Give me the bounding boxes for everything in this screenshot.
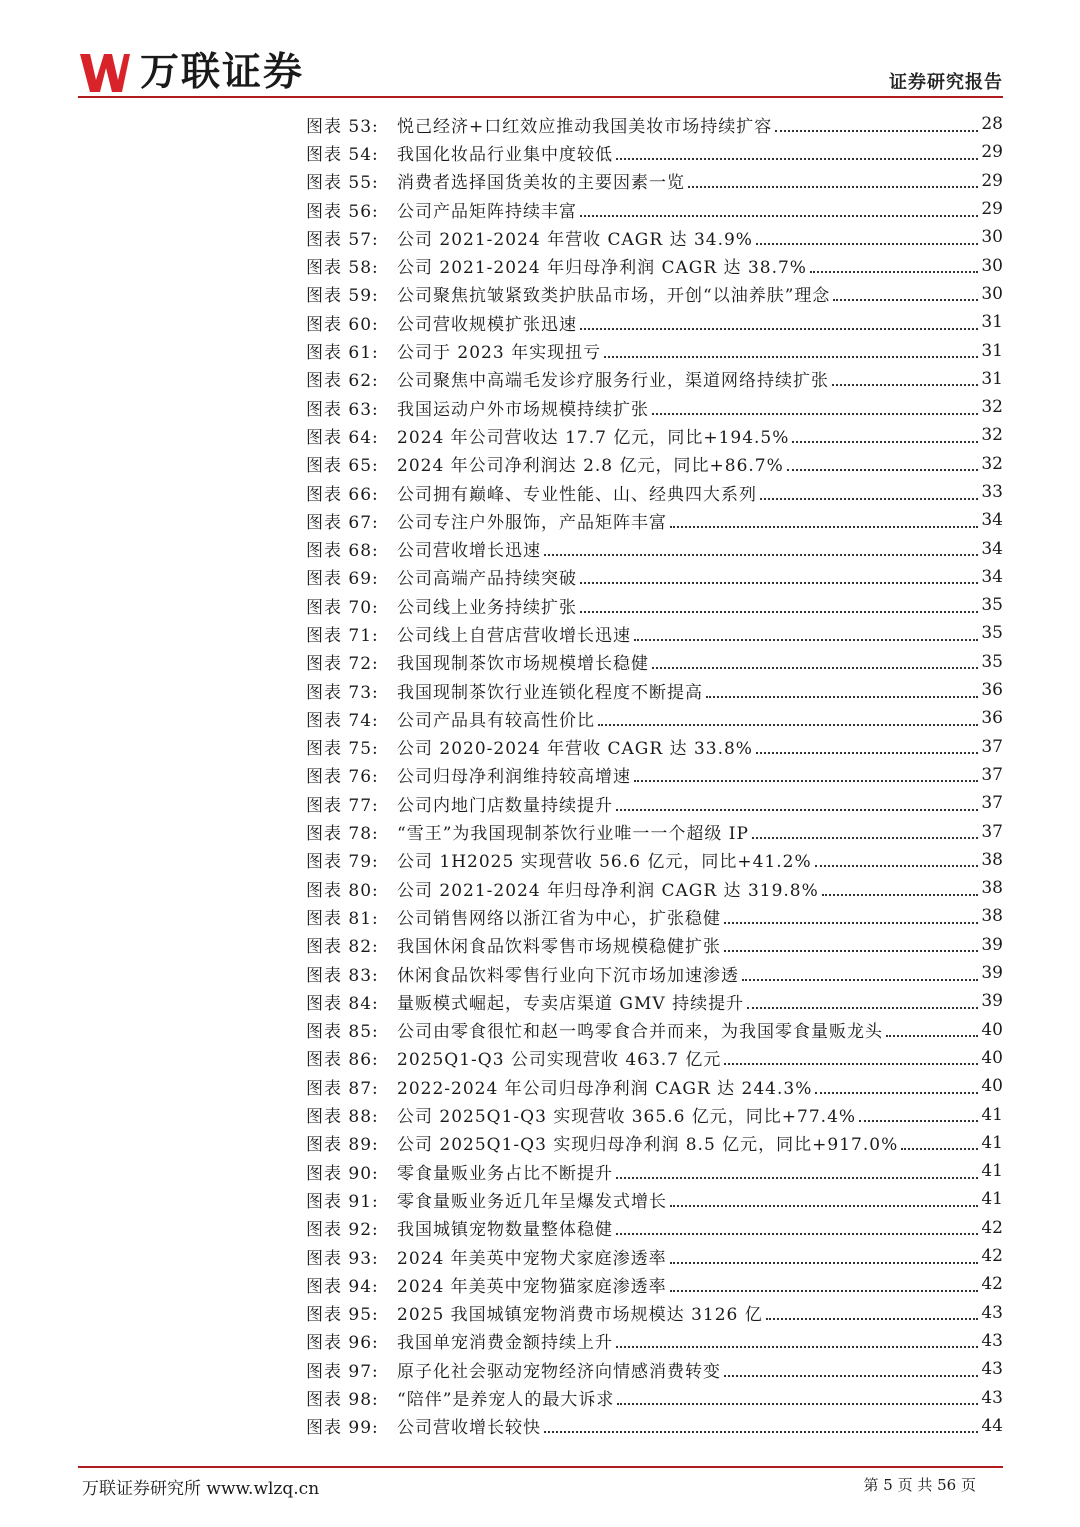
toc-figure-title: 公司拥有巅峰、专业性能、山、经典四大系列 bbox=[397, 484, 757, 505]
toc-figure-number: 图表 68: bbox=[306, 541, 379, 562]
toc-figure-title: 公司专注户外服饰，产品矩阵丰富 bbox=[397, 512, 667, 533]
toc-dot-leader bbox=[580, 327, 978, 330]
page-number: 第 5 页 共 56 页 bbox=[863, 1476, 976, 1494]
toc-figure-title: 我国城镇宠物数量整体稳健 bbox=[397, 1220, 613, 1241]
toc-figure-title: 我国单宠消费金额持续上升 bbox=[397, 1333, 613, 1354]
toc-dot-leader bbox=[670, 1261, 978, 1264]
toc-figure-number: 图表 58: bbox=[306, 258, 379, 279]
toc-figure-number: 图表 65: bbox=[306, 456, 379, 477]
toc-dot-leader bbox=[616, 808, 978, 811]
toc-figure-title: 公司归母净利润维持较高增速 bbox=[397, 767, 631, 788]
toc-figure-title: 量贩模式崛起，专卖店渠道 GMV 持续提升 bbox=[397, 993, 745, 1014]
page-header bbox=[78, 50, 1003, 96]
toc-dot-leader bbox=[617, 1402, 978, 1405]
toc-figure-number: 图表 79: bbox=[306, 852, 379, 873]
toc-page-number: 44 bbox=[981, 1415, 1003, 1436]
toc-figure-number: 图表 88: bbox=[306, 1107, 379, 1128]
toc-entry[interactable] bbox=[306, 336, 1003, 364]
footer-source: 万联证券研究所 www.wlzq.cn bbox=[82, 1479, 320, 1499]
toc-entry[interactable] bbox=[306, 987, 1003, 1015]
toc-entry[interactable] bbox=[306, 365, 1003, 393]
toc-dot-leader bbox=[634, 638, 978, 641]
toc-entry[interactable] bbox=[306, 280, 1003, 308]
toc-figure-number: 图表 72: bbox=[306, 654, 379, 675]
toc-entry[interactable] bbox=[306, 195, 1003, 223]
toc-entry[interactable] bbox=[306, 1327, 1003, 1355]
toc-figure-title: 2024 年美英中宠物犬家庭渗透率 bbox=[397, 1248, 667, 1269]
toc-page-number: 38 bbox=[981, 849, 1003, 870]
toc-page-number: 30 bbox=[981, 227, 1003, 248]
toc-figure-number: 图表 63: bbox=[306, 399, 379, 420]
toc-dot-leader bbox=[724, 949, 978, 952]
toc-dot-leader bbox=[616, 1176, 978, 1179]
toc-entry[interactable] bbox=[306, 1100, 1003, 1128]
toc-entry[interactable] bbox=[306, 1185, 1003, 1213]
toc-page-number: 32 bbox=[981, 453, 1003, 474]
toc-figure-number: 图表 55: bbox=[306, 173, 379, 194]
toc-figure-number: 图表 97: bbox=[306, 1361, 379, 1382]
toc-figure-title: 公司 2021-2024 年营收 CAGR 达 34.9% bbox=[397, 229, 753, 250]
toc-figure-title: 公司 1H2025 实现营收 56.6 亿元，同比+41.2% bbox=[397, 852, 812, 873]
brand-name: 万联证券 bbox=[140, 50, 305, 95]
toc-figure-title: 公司 2021-2024 年归母净利润 CAGR 达 38.7% bbox=[397, 258, 807, 279]
toc-dot-leader bbox=[616, 157, 978, 160]
toc-dot-leader bbox=[598, 723, 978, 726]
toc-page-number: 30 bbox=[981, 255, 1003, 276]
toc-page-number: 41 bbox=[981, 1161, 1003, 1182]
toc-entry[interactable] bbox=[306, 1298, 1003, 1326]
toc-figure-title: 我国运动户外市场规模持续扩张 bbox=[397, 399, 649, 420]
toc-page-number: 34 bbox=[981, 566, 1003, 587]
toc-figure-number: 图表 80: bbox=[306, 880, 379, 901]
toc-entry[interactable] bbox=[306, 817, 1003, 845]
toc-figure-number: 图表 93: bbox=[306, 1248, 379, 1269]
toc-entry[interactable] bbox=[306, 1044, 1003, 1072]
toc-figure-number: 图表 96: bbox=[306, 1333, 379, 1354]
toc-figure-title: 零食量贩业务占比不断提升 bbox=[397, 1163, 613, 1184]
toc-figure-number: 图表 70: bbox=[306, 597, 379, 618]
toc-entry[interactable] bbox=[306, 1270, 1003, 1298]
toc-page-number: 37 bbox=[981, 821, 1003, 842]
toc-dot-leader bbox=[580, 610, 978, 613]
toc-entry[interactable] bbox=[306, 676, 1003, 704]
toc-page-number: 40 bbox=[981, 1019, 1003, 1040]
toc-entry[interactable] bbox=[306, 1214, 1003, 1242]
toc-figure-number: 图表 91: bbox=[306, 1191, 379, 1212]
toc-entry[interactable] bbox=[306, 393, 1003, 421]
toc-figure-number: 图表 71: bbox=[306, 625, 379, 646]
toc-figure-title: 公司聚焦中高端毛发诊疗服务行业，渠道网络持续扩张 bbox=[397, 371, 829, 392]
toc-dot-leader bbox=[756, 242, 978, 245]
toc-figure-number: 图表 57: bbox=[306, 229, 379, 250]
toc-entry[interactable] bbox=[306, 308, 1003, 336]
toc-figure-number: 图表 54: bbox=[306, 144, 379, 165]
toc-page-number: 30 bbox=[981, 283, 1003, 304]
report-type-label: 证券研究报告 bbox=[889, 72, 1003, 93]
toc-figure-title: 我国现制茶饮市场规模增长稳健 bbox=[397, 654, 649, 675]
toc-figure-number: 图表 61: bbox=[306, 343, 379, 364]
toc-dot-leader bbox=[580, 581, 978, 584]
toc-page-number: 39 bbox=[981, 934, 1003, 955]
toc-entry[interactable] bbox=[306, 1412, 1003, 1440]
toc-figure-number: 图表 98: bbox=[306, 1390, 379, 1410]
toc-dot-leader bbox=[652, 412, 978, 415]
toc-entry[interactable] bbox=[306, 591, 1003, 619]
toc-figure-title: 公司内地门店数量持续提升 bbox=[397, 795, 613, 816]
toc-figure-title: 公司聚焦抗皱紧致类护肤品市场，开创“以油养肤”理念 bbox=[397, 286, 831, 307]
toc-page-number: 37 bbox=[981, 764, 1003, 785]
toc-figure-title: 2024 年公司净利润达 2.8 亿元，同比+86.7% bbox=[397, 456, 784, 477]
toc-figure-number: 图表 60: bbox=[306, 314, 379, 335]
toc-figure-title: 2022-2024 年公司归母净利润 CAGR 达 244.3% bbox=[397, 1078, 813, 1099]
toc-figure-number: 图表 85: bbox=[306, 1022, 379, 1043]
toc-figure-number: 图表 92: bbox=[306, 1220, 379, 1241]
toc-page-number: 43 bbox=[981, 1387, 1003, 1408]
toc-dot-leader bbox=[652, 666, 978, 669]
toc-figure-title: 公司 2025Q1-Q3 实现营收 365.6 亿元，同比+77.4% bbox=[397, 1107, 857, 1128]
toc-figure-number: 图表 62: bbox=[306, 371, 379, 392]
toc-entry[interactable] bbox=[306, 450, 1003, 478]
toc-dot-leader bbox=[670, 1204, 978, 1207]
toc-dot-leader bbox=[706, 695, 978, 698]
toc-page-number: 37 bbox=[981, 793, 1003, 814]
toc-entry[interactable] bbox=[306, 902, 1003, 930]
toc-page-number: 37 bbox=[981, 736, 1003, 757]
toc-dot-leader bbox=[775, 129, 978, 132]
toc-figure-title: 公司高端产品持续突破 bbox=[397, 569, 577, 590]
toc-entry[interactable] bbox=[306, 251, 1003, 279]
toc-page-number: 32 bbox=[981, 397, 1003, 418]
toc-figure-title: 2025 我国城镇宠物消费市场规模达 3126 亿 bbox=[397, 1305, 763, 1326]
toc-page-number: 34 bbox=[981, 510, 1003, 531]
toc-entry[interactable] bbox=[306, 959, 1003, 987]
toc-figure-number: 图表 87: bbox=[306, 1078, 379, 1099]
logo-w-icon bbox=[78, 52, 130, 94]
toc-figure-title: 公司销售网络以浙江省为中心，扩张稳健 bbox=[397, 908, 721, 929]
toc-page-number: 42 bbox=[981, 1217, 1003, 1238]
toc-dot-leader bbox=[901, 1147, 978, 1150]
toc-page-number: 41 bbox=[981, 1132, 1003, 1153]
toc-entry[interactable] bbox=[306, 931, 1003, 959]
toc-dot-leader bbox=[724, 1374, 978, 1377]
toc-page-number: 31 bbox=[981, 312, 1003, 333]
toc-dot-leader bbox=[670, 1289, 978, 1292]
toc-dot-leader bbox=[724, 1062, 978, 1065]
toc-page-number: 39 bbox=[981, 991, 1003, 1012]
toc-entry[interactable] bbox=[306, 704, 1003, 732]
toc-figure-title: 我国现制茶饮行业连锁化程度不断提高 bbox=[397, 682, 703, 703]
toc-figure-title: 2024 年公司营收达 17.7 亿元，同比+194.5% bbox=[397, 427, 790, 448]
toc-figure-number: 图表 90: bbox=[306, 1163, 379, 1184]
toc-figure-number: 图表 56: bbox=[306, 201, 379, 222]
toc-figure-title: 公司于 2023 年实现扭亏 bbox=[397, 343, 602, 364]
toc-entry[interactable] bbox=[306, 1129, 1003, 1157]
toc-page-number: 29 bbox=[981, 199, 1003, 220]
footer-divider bbox=[78, 1466, 1003, 1468]
toc-figure-title: 我国化妆品行业集中度较低 bbox=[397, 144, 613, 165]
toc-page-number: 39 bbox=[981, 963, 1003, 984]
toc-entry[interactable] bbox=[306, 478, 1003, 506]
toc-dot-leader bbox=[792, 440, 978, 443]
toc-figure-title: 公司产品矩阵持续丰富 bbox=[397, 201, 577, 222]
figure-index-list bbox=[306, 110, 1003, 1440]
toc-entry[interactable] bbox=[306, 733, 1003, 761]
toc-dot-leader bbox=[616, 1345, 978, 1348]
company-logo bbox=[78, 50, 304, 96]
toc-figure-title: 公司营收增长较快 bbox=[397, 1418, 541, 1439]
toc-entry[interactable] bbox=[306, 648, 1003, 676]
toc-page-number: 43 bbox=[981, 1302, 1003, 1323]
toc-page-number: 31 bbox=[981, 368, 1003, 389]
toc-figure-title: 我国休闲食品饮料零售市场规模稳健扩张 bbox=[397, 937, 721, 958]
toc-figure-number: 图表 83: bbox=[306, 965, 379, 986]
toc-page-number: 29 bbox=[981, 142, 1003, 163]
toc-page-number: 31 bbox=[981, 340, 1003, 361]
toc-page-number: 36 bbox=[981, 680, 1003, 701]
toc-figure-number: 图表 81: bbox=[306, 908, 379, 929]
toc-figure-number: 图表 75: bbox=[306, 739, 379, 760]
toc-page-number: 35 bbox=[981, 651, 1003, 672]
toc-dot-leader bbox=[815, 1091, 978, 1094]
toc-dot-leader bbox=[580, 214, 978, 217]
toc-entry[interactable] bbox=[306, 167, 1003, 195]
toc-figure-title: 2024 年美英中宠物猫家庭渗透率 bbox=[397, 1276, 667, 1297]
toc-figure-title: 休闲食品饮料零售行业向下沉市场加速渗透 bbox=[397, 965, 739, 986]
toc-entry[interactable] bbox=[306, 846, 1003, 874]
toc-dot-leader bbox=[832, 383, 978, 386]
toc-page-number: 34 bbox=[981, 538, 1003, 559]
toc-figure-title: 公司营收规模扩张迅速 bbox=[397, 314, 577, 335]
toc-figure-title: 公司线上业务持续扩张 bbox=[397, 597, 577, 618]
toc-dot-leader bbox=[634, 779, 978, 782]
toc-figure-number: 图表 64: bbox=[306, 427, 379, 448]
toc-entry[interactable] bbox=[306, 223, 1003, 251]
toc-figure-number: 图表 69: bbox=[306, 569, 379, 590]
toc-figure-title: “陪伴”是养宠人的最大诉求 bbox=[397, 1390, 615, 1410]
toc-figure-number: 图表 78: bbox=[306, 824, 379, 845]
toc-page-number: 35 bbox=[981, 595, 1003, 616]
toc-entry[interactable] bbox=[306, 789, 1003, 817]
toc-page-number: 42 bbox=[981, 1246, 1003, 1267]
toc-figure-title: 公司 2021-2024 年归母净利润 CAGR 达 319.8% bbox=[397, 880, 819, 901]
toc-entry[interactable] bbox=[306, 1016, 1003, 1044]
toc-entry[interactable] bbox=[306, 1157, 1003, 1185]
toc-figure-number: 图表 53: bbox=[306, 116, 379, 137]
toc-entry[interactable] bbox=[306, 1355, 1003, 1383]
toc-figure-number: 图表 86: bbox=[306, 1050, 379, 1071]
toc-figure-title: 悦己经济+口红效应推动我国美妆市场持续扩容 bbox=[397, 116, 773, 137]
toc-dot-leader bbox=[859, 1119, 978, 1122]
toc-entry[interactable] bbox=[306, 874, 1003, 902]
toc-figure-title: “雪王”为我国现制茶饮行业唯一一个超级 IP bbox=[397, 824, 749, 845]
header-divider bbox=[78, 96, 1003, 98]
toc-dot-leader bbox=[544, 553, 978, 556]
toc-figure-number: 图表 66: bbox=[306, 484, 379, 505]
toc-entry[interactable] bbox=[306, 534, 1003, 562]
toc-page-number: 42 bbox=[981, 1274, 1003, 1295]
toc-dot-leader bbox=[822, 893, 978, 896]
toc-dot-leader bbox=[604, 355, 978, 358]
toc-dot-leader bbox=[670, 525, 978, 528]
toc-figure-title: 公司 2020-2024 年营收 CAGR 达 33.8% bbox=[397, 739, 753, 760]
toc-entry[interactable] bbox=[306, 1383, 1003, 1411]
toc-figure-title: 消费者选择国货美妆的主要因素一览 bbox=[397, 173, 685, 194]
toc-page-number: 38 bbox=[981, 906, 1003, 927]
toc-dot-leader bbox=[544, 1430, 978, 1433]
toc-entry[interactable] bbox=[306, 563, 1003, 591]
toc-figure-number: 图表 74: bbox=[306, 710, 379, 731]
toc-page-number: 35 bbox=[981, 623, 1003, 644]
toc-dot-leader bbox=[886, 1034, 978, 1037]
toc-page-number: 41 bbox=[981, 1189, 1003, 1210]
toc-page-number: 41 bbox=[981, 1104, 1003, 1125]
toc-dot-leader bbox=[688, 185, 978, 188]
toc-page-number: 43 bbox=[981, 1330, 1003, 1351]
toc-dot-leader bbox=[766, 1317, 978, 1320]
toc-page-number: 38 bbox=[981, 878, 1003, 899]
toc-dot-leader bbox=[742, 978, 978, 981]
toc-dot-leader bbox=[760, 497, 978, 500]
toc-entry[interactable] bbox=[306, 421, 1003, 449]
toc-figure-number: 图表 82: bbox=[306, 937, 379, 958]
toc-dot-leader bbox=[810, 270, 978, 273]
toc-figure-number: 图表 99: bbox=[306, 1418, 379, 1439]
toc-figure-number: 图表 84: bbox=[306, 993, 379, 1014]
toc-figure-title: 公司产品具有较高性价比 bbox=[397, 710, 595, 731]
toc-page-number: 29 bbox=[981, 170, 1003, 191]
toc-dot-leader bbox=[752, 836, 978, 839]
toc-entry[interactable] bbox=[306, 761, 1003, 789]
toc-figure-title: 公司营收增长迅速 bbox=[397, 541, 541, 562]
toc-entry[interactable] bbox=[306, 506, 1003, 534]
toc-figure-title: 零食量贩业务近几年呈爆发式增长 bbox=[397, 1191, 667, 1212]
toc-entry[interactable] bbox=[306, 138, 1003, 166]
toc-entry[interactable] bbox=[306, 619, 1003, 647]
toc-figure-title: 公司 2025Q1-Q3 实现归母净利润 8.5 亿元，同比+917.0% bbox=[397, 1135, 899, 1156]
toc-page-number: 36 bbox=[981, 708, 1003, 729]
toc-figure-number: 图表 95: bbox=[306, 1305, 379, 1326]
toc-page-number: 28 bbox=[981, 114, 1003, 135]
toc-page-number: 32 bbox=[981, 425, 1003, 446]
toc-figure-title: 公司线上自营店营收增长迅速 bbox=[397, 625, 631, 646]
toc-page-number: 40 bbox=[981, 1076, 1003, 1097]
toc-figure-number: 图表 59: bbox=[306, 286, 379, 307]
toc-entry[interactable] bbox=[306, 1072, 1003, 1100]
toc-entry[interactable] bbox=[306, 1242, 1003, 1270]
toc-figure-title: 原子化社会驱动宠物经济向情感消费转变 bbox=[397, 1361, 721, 1382]
toc-dot-leader bbox=[787, 468, 978, 471]
toc-figure-number: 图表 73: bbox=[306, 682, 379, 703]
toc-figure-number: 图表 76: bbox=[306, 767, 379, 788]
toc-dot-leader bbox=[815, 864, 978, 867]
toc-figure-title: 公司由零食很忙和赵一鸣零食合并而来，为我国零食量贩龙头 bbox=[397, 1022, 883, 1043]
toc-entry[interactable] bbox=[306, 110, 1003, 138]
toc-figure-number: 图表 77: bbox=[306, 795, 379, 816]
toc-figure-number: 图表 94: bbox=[306, 1276, 379, 1297]
toc-page-number: 40 bbox=[981, 1047, 1003, 1068]
toc-dot-leader bbox=[747, 1006, 978, 1009]
toc-page-number: 33 bbox=[981, 482, 1003, 502]
toc-dot-leader bbox=[756, 751, 978, 754]
toc-figure-title: 2025Q1-Q3 公司实现营收 463.7 亿元 bbox=[397, 1050, 722, 1071]
toc-dot-leader bbox=[616, 1232, 978, 1235]
toc-figure-number: 图表 67: bbox=[306, 512, 379, 533]
toc-dot-leader bbox=[833, 298, 978, 301]
toc-figure-number: 图表 89: bbox=[306, 1135, 379, 1156]
toc-dot-leader bbox=[724, 921, 978, 924]
toc-page-number: 43 bbox=[981, 1359, 1003, 1380]
